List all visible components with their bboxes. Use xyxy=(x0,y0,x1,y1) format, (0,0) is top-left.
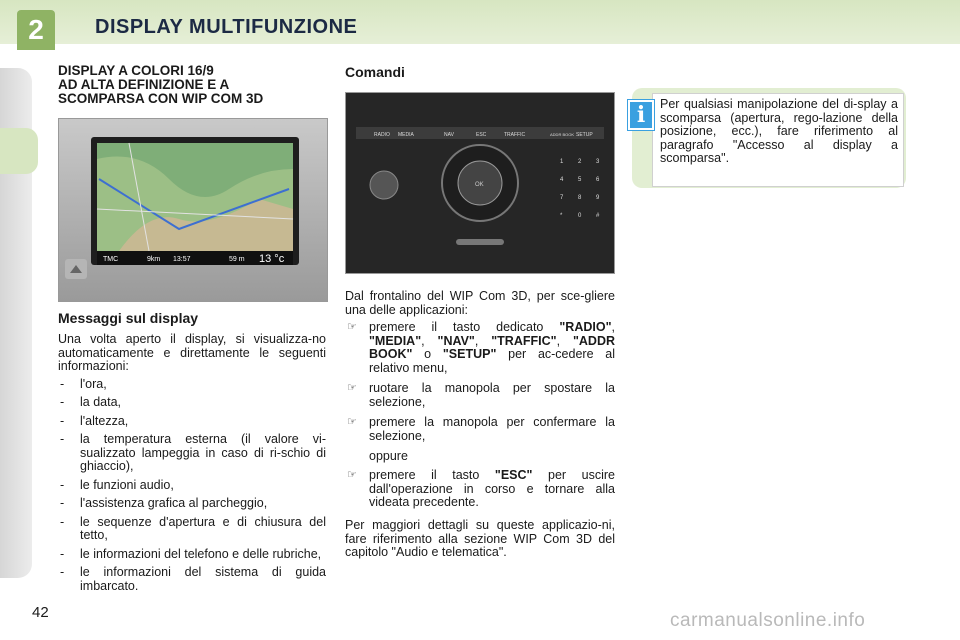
keypad-key: 0 xyxy=(578,213,582,219)
traffic-label: "TRAFFIC" xyxy=(491,333,557,348)
keypad-key: 8 xyxy=(578,195,582,201)
display-heading-line: SCOMPARSA CON WIP COM 3D xyxy=(58,91,264,106)
keypad-key: 3 xyxy=(596,159,600,165)
display-time: 13:57 xyxy=(173,256,191,263)
commands-heading: Comandi xyxy=(345,64,405,80)
control-panel-illustration xyxy=(346,93,614,273)
keypad-key: 9 xyxy=(596,195,600,201)
display-heading-line: DISPLAY A COLORI 16/9 xyxy=(58,63,214,78)
pointing-hand-icon: ☞ xyxy=(347,469,357,481)
keypad-key: 5 xyxy=(578,177,582,183)
pointing-hand-icon: ☞ xyxy=(347,416,357,428)
display-heading xyxy=(58,64,326,106)
list-item: - la temperatura esterna (il valore vi-sualizzato lampeggia in caso di ri-schio di ghiaccio), xyxy=(58,433,326,474)
display-altitude: 59 m xyxy=(229,256,245,263)
bullet-text: premere il tasto dedicato xyxy=(369,320,560,334)
keypad-key: 4 xyxy=(560,177,564,183)
bullet-text: per ac-cedere al relativo menu, xyxy=(369,347,615,375)
list-item: - la data, xyxy=(58,396,326,410)
addr-book-key-label: ADDR BOOK xyxy=(550,132,575,137)
list-item: - l'ora, xyxy=(58,378,326,392)
bullet-text: o xyxy=(412,347,443,361)
display-heading-line: AD ALTA DEFINIZIONE E A xyxy=(58,77,230,92)
pointing-hand-icon: ☞ xyxy=(347,321,357,333)
display-photo xyxy=(58,118,328,302)
oppure-text: oppure xyxy=(369,449,408,463)
keypad-key: 6 xyxy=(596,177,600,183)
info-text: Per qualsiasi manipolazione del di-splay a scomparsa (apertura, rego-lazione della posizione, ecc.), fare riferimento al paragrafo "Accesso al display a scomparsa". xyxy=(660,97,898,165)
page-number: 42 xyxy=(32,604,49,621)
keypad-key: * xyxy=(560,213,563,219)
bullet-text: premere il tasto xyxy=(369,468,495,482)
addr-book-label: "ADDR BOOK" xyxy=(369,333,616,361)
bullet-text: ruotare la manopola per spostare la selezione, xyxy=(369,381,615,409)
traffic-key-label: TRAFFIC xyxy=(504,132,526,138)
display-tmc: TMC xyxy=(103,256,119,263)
ok-key-label: OK xyxy=(475,182,484,188)
display-temperature: 13 °c xyxy=(259,253,285,265)
list-item xyxy=(345,382,615,409)
keypad-key: 7 xyxy=(560,195,564,201)
bullet-text: premere la manopola per confermare la selezione, xyxy=(369,415,615,443)
display-distance: 9km xyxy=(147,256,161,263)
messages-intro: Una volta aperto il display, si visualizza-no automaticamente e direttamente le seguenti informazioni: xyxy=(58,332,326,373)
keypad-key: 1 xyxy=(560,159,564,165)
media-label: "MEDIA" xyxy=(369,333,422,348)
volume-knob xyxy=(370,171,398,199)
messages-list xyxy=(58,378,326,594)
keypad-key: 2 xyxy=(578,159,582,165)
pointing-hand-icon: ☞ xyxy=(347,382,357,394)
list-item: - le sequenze d'apertura e di chiusura del tetto, xyxy=(58,516,326,543)
display-illustration xyxy=(59,119,327,301)
commands-intro: Dal frontalino del WIP Com 3D, per sce-gliere una delle applicazioni: xyxy=(345,289,615,317)
commands-list-2 xyxy=(345,469,615,510)
commands-footer: Per maggiori dettagli su queste applicazio-ni, fare riferimento alla sezione WIP Com 3D del capitolo "Audio e telematica". xyxy=(345,518,615,559)
keypad-key: # xyxy=(596,213,600,219)
setup-key-label: SETUP xyxy=(576,132,593,138)
info-icon: i xyxy=(628,100,654,130)
side-tab xyxy=(0,128,38,174)
radio-key-label: RADIO xyxy=(374,132,390,138)
list-item: - le funzioni audio, xyxy=(58,479,326,493)
setup-label: "SETUP" xyxy=(442,347,497,361)
list-item: - l'assistenza grafica al parcheggio, xyxy=(58,497,326,511)
control-panel-photo xyxy=(345,92,615,274)
nav-key-label: NAV xyxy=(444,132,454,138)
list-item: - l'altezza, xyxy=(58,415,326,429)
radio-label: "RADIO" xyxy=(559,320,612,334)
esc-label: "ESC" xyxy=(494,468,533,482)
page-title: DISPLAY MULTIFUNZIONE xyxy=(95,16,358,38)
esc-key-label: ESC xyxy=(476,132,487,138)
nav-label: "NAV" xyxy=(437,333,475,348)
list-item: - le informazioni del telefono e delle rubriche, xyxy=(58,548,326,562)
list-item xyxy=(345,416,615,443)
list-item xyxy=(345,469,615,510)
list-item: ☞ premere il tasto dedicato "RADIO", "MEDIA", "NAV", "TRAFFIC", "ADDR BOOK" o "SETUP" per ac-cedere al relativo menu, xyxy=(347,320,616,375)
list-item: - le informazioni del sistema di guida imbarcato. xyxy=(58,566,326,593)
bullet-text: per uscire dall'operazione in corso e tornare alla videata precedente. xyxy=(369,468,615,509)
watermark: carmanualsonline.info xyxy=(670,610,866,631)
media-key-label: MEDIA xyxy=(398,132,414,138)
messages-title: Messaggi sul display xyxy=(58,310,199,326)
eject-slot xyxy=(456,239,504,245)
chapter-badge: 2 xyxy=(17,10,55,50)
commands-list xyxy=(345,321,615,443)
